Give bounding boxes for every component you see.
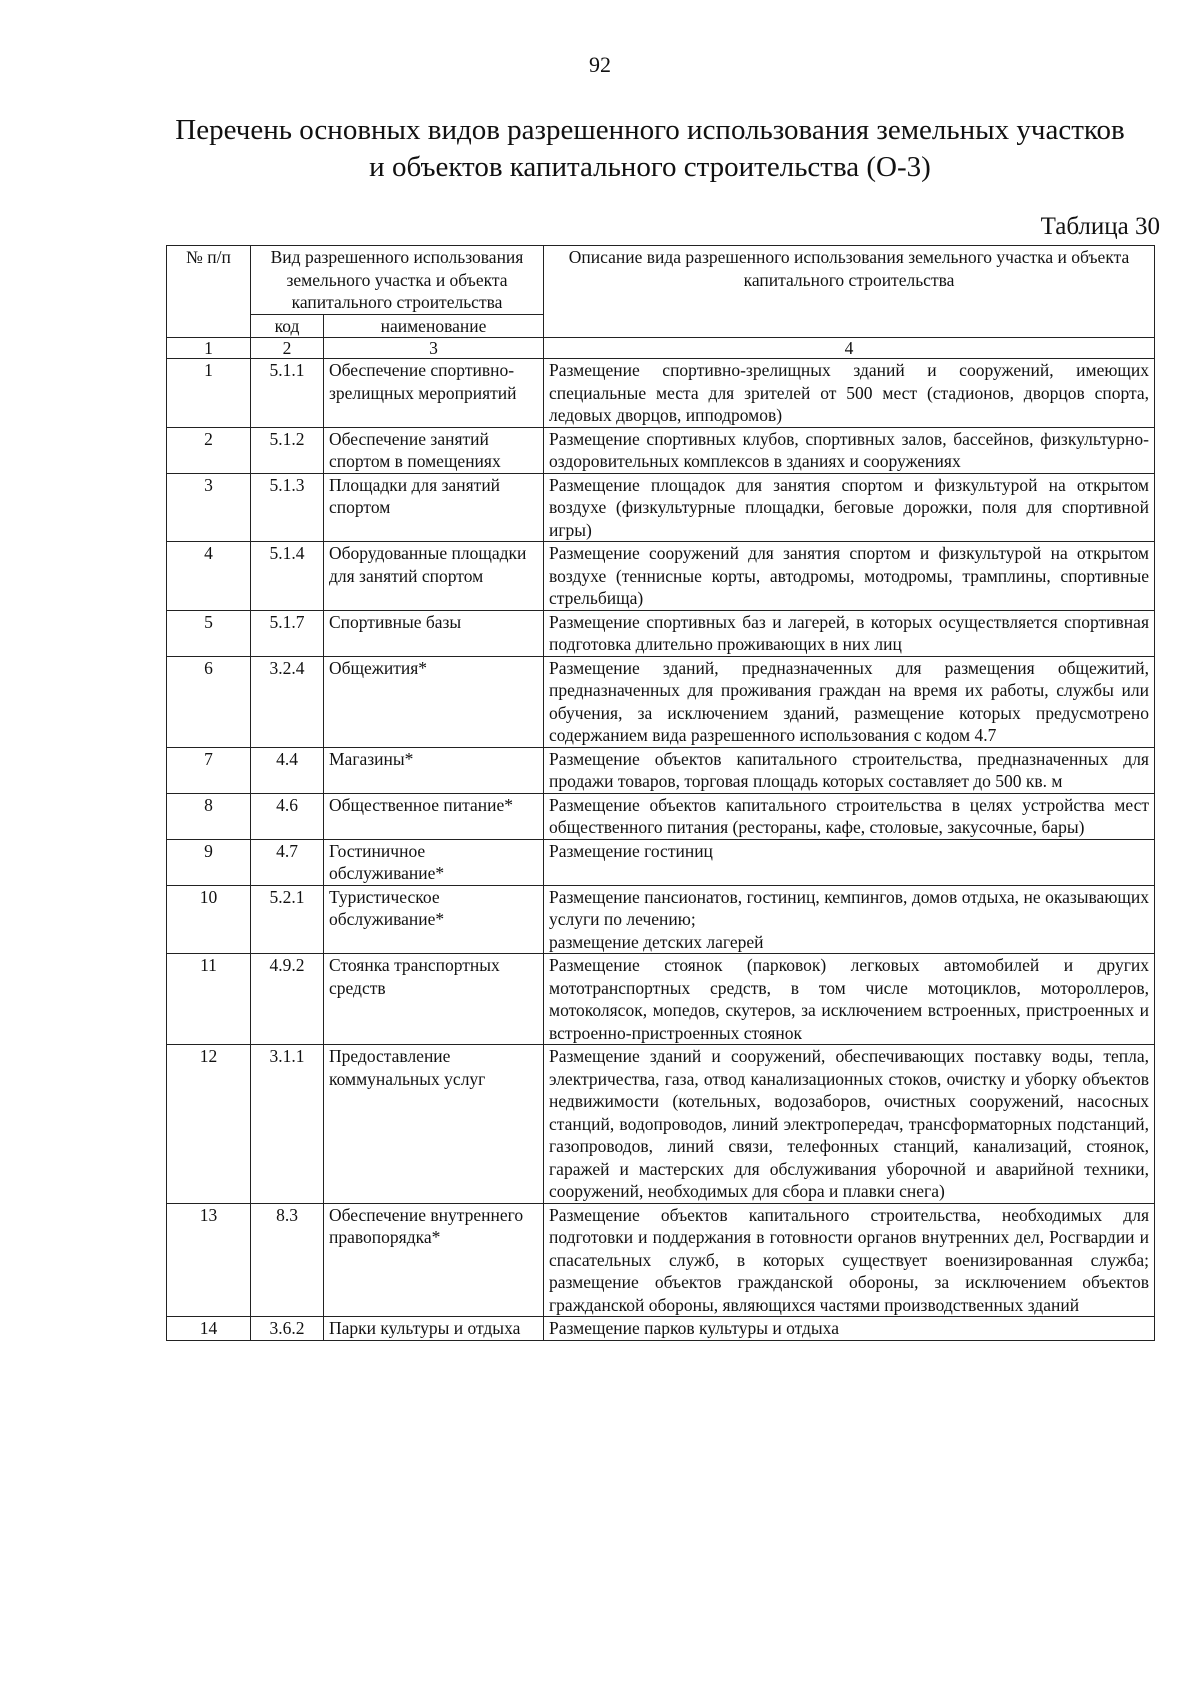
code-cell: 4.9.2 (251, 954, 324, 1045)
description-cell: Размещение парков культуры и отдыха (544, 1317, 1155, 1341)
code-cell: 3.2.4 (251, 656, 324, 747)
description-cell: Размещение площадок для занятия спортом и физкультурой на открытом воздухе (физкультурные площадки, беговые дорожки, поля для спортивной игры) (544, 473, 1155, 542)
row-number-cell: 5 (167, 610, 251, 656)
row-number-cell: 13 (167, 1203, 251, 1317)
code-cell: 8.3 (251, 1203, 324, 1317)
row-number-cell: 8 (167, 793, 251, 839)
column-number-row (167, 338, 1155, 359)
row-number-cell: 2 (167, 427, 251, 473)
name-cell: Общежития* (324, 656, 544, 747)
code-cell: 5.1.7 (251, 610, 324, 656)
table-row (167, 1045, 1155, 1204)
description-cell: Размещение объектов капитального строительства в целях устройства мест общественного питания (рестораны, кафе, столовые, закусочные, бары) (544, 793, 1155, 839)
table-row (167, 839, 1155, 885)
name-cell: Общественное питание* (324, 793, 544, 839)
name-cell: Оборудованные площадки для занятий спортом (324, 542, 544, 611)
header-desc: Описание вида разрешенного использования земельного участка и объекта капитального строительства (544, 246, 1155, 338)
table-row (167, 610, 1155, 656)
header-kind: Вид разрешенного использования земельного участка и объекта капитального строительства (251, 246, 544, 315)
code-cell: 3.6.2 (251, 1317, 324, 1341)
name-cell: Обеспечение спортивно-зрелищных мероприятий (324, 359, 544, 428)
header-row (167, 246, 1155, 315)
row-number-cell: 3 (167, 473, 251, 542)
table-row (167, 427, 1155, 473)
description-cell: Размещение объектов капитального строительства, предназначенных для продажи товаров, торговая площадь которых составляет до 500 кв. м (544, 747, 1155, 793)
code-cell: 3.1.1 (251, 1045, 324, 1204)
column-number: 1 (167, 338, 251, 359)
row-number-cell: 10 (167, 885, 251, 954)
code-cell: 5.1.1 (251, 359, 324, 428)
title-line-1: Перечень основных видов разрешенного использования земельных участков (175, 114, 1125, 146)
row-number-cell: 4 (167, 542, 251, 611)
header-code: код (251, 314, 324, 338)
description-cell: Размещение сооружений для занятия спортом и физкультурой на открытом воздухе (теннисные корты, автодромы, мотодромы, трамплины, спортивные стрельбища) (544, 542, 1155, 611)
code-cell: 5.1.4 (251, 542, 324, 611)
description-cell: Размещение стоянок (парковок) легковых автомобилей и других мототранспортных средств, в том числе мотоциклов, мотороллеров, мотоколясок, мопедов, скутеров, за исключением встроенных, пристроенных и встроенно-пристроенных стоянок (544, 954, 1155, 1045)
table-row (167, 793, 1155, 839)
header-num: № п/п (167, 246, 251, 338)
name-cell: Площадки для занятий спортом (324, 473, 544, 542)
table-row (167, 1203, 1155, 1317)
name-cell: Обеспечение внутреннего правопорядка* (324, 1203, 544, 1317)
name-cell: Магазины* (324, 747, 544, 793)
page-number: 92 (589, 52, 611, 77)
table-row (167, 359, 1155, 428)
name-cell: Обеспечение занятий спортом в помещениях (324, 427, 544, 473)
row-number-cell: 1 (167, 359, 251, 428)
row-number-cell: 12 (167, 1045, 251, 1204)
name-cell: Предоставление коммунальных услуг (324, 1045, 544, 1204)
name-cell: Туристическое обслуживание* (324, 885, 544, 954)
code-cell: 4.6 (251, 793, 324, 839)
description-cell: Размещение спортивно-зрелищных зданий и сооружений, имеющих специальные места для зрителей от 500 мест (стадионов, дворцов спорта, ледовых дворцов, ипподромов) (544, 359, 1155, 428)
row-number-cell: 9 (167, 839, 251, 885)
name-cell: Гостиничное обслуживание* (324, 839, 544, 885)
row-number-cell: 14 (167, 1317, 251, 1341)
name-cell: Стоянка транспортных средств (324, 954, 544, 1045)
code-cell: 4.7 (251, 839, 324, 885)
row-number-cell: 6 (167, 656, 251, 747)
table-row (167, 1317, 1155, 1341)
code-cell: 5.1.2 (251, 427, 324, 473)
header-name: наименование (324, 314, 544, 338)
table-row (167, 542, 1155, 611)
column-number: 4 (544, 338, 1155, 359)
description-cell: Размещение зданий и сооружений, обеспечивающих поставку воды, тепла, электричества, газа, отвод канализационных стоков, очистку и уборку объектов недвижимости (котельных, водозаборов, очистных сооружений, насосных станций, водопроводов, линий электропередач, трансформаторных подстанций, газопроводов, линий связи, телефонных станций, канализаций, стоянок, гаражей и мастерских для обслуживания уборочной и аварийной техники, сооружений, необходимых для сбора и плавки снега) (544, 1045, 1155, 1204)
description-cell: Размещение зданий, предназначенных для размещения общежитий, предназначенных для проживания граждан на время их работы, службы или обучения, за исключением зданий, размещение которых предусмотрено содержанием вида разрешенного использования с кодом 4.7 (544, 656, 1155, 747)
description-cell: Размещение спортивных баз и лагерей, в которых осуществляется спортивная подготовка длительно проживающих в них лиц (544, 610, 1155, 656)
code-cell: 4.4 (251, 747, 324, 793)
table-row (167, 885, 1155, 954)
table-row (167, 954, 1155, 1045)
name-cell: Спортивные базы (324, 610, 544, 656)
table-row (167, 473, 1155, 542)
code-cell: 5.2.1 (251, 885, 324, 954)
table-row (167, 656, 1155, 747)
column-number: 2 (251, 338, 324, 359)
page-title (100, 112, 1200, 186)
row-number-cell: 11 (167, 954, 251, 1045)
description-cell: Размещение объектов капитального строительства, необходимых для подготовки и поддержания в готовности органов внутренних дел, Росгвардии и спасательных служб, в которых существует военизированная служба; размещение объектов гражданской обороны, за исключением объектов гражданской обороны, являющихся частями производственных зданий (544, 1203, 1155, 1317)
description-cell: Размещение гостиниц (544, 839, 1155, 885)
table-label: Таблица 30 (1040, 213, 1160, 240)
row-number-cell: 7 (167, 747, 251, 793)
code-cell: 5.1.3 (251, 473, 324, 542)
table-row (167, 747, 1155, 793)
column-number: 3 (324, 338, 544, 359)
description-cell: Размещение спортивных клубов, спортивных залов, бассейнов, физкультурно-оздоровительных комплексов в зданиях и сооружениях (544, 427, 1155, 473)
name-cell: Парки культуры и отдыха (324, 1317, 544, 1341)
title-line-2: и объектов капитального строительства (О-3) (369, 151, 931, 183)
land-use-table (166, 245, 1155, 1341)
description-cell: Размещение пансионатов, гостиниц, кемпингов, домов отдыха, не оказывающих услуги по лечению; размещение детских лагерей (544, 885, 1155, 954)
